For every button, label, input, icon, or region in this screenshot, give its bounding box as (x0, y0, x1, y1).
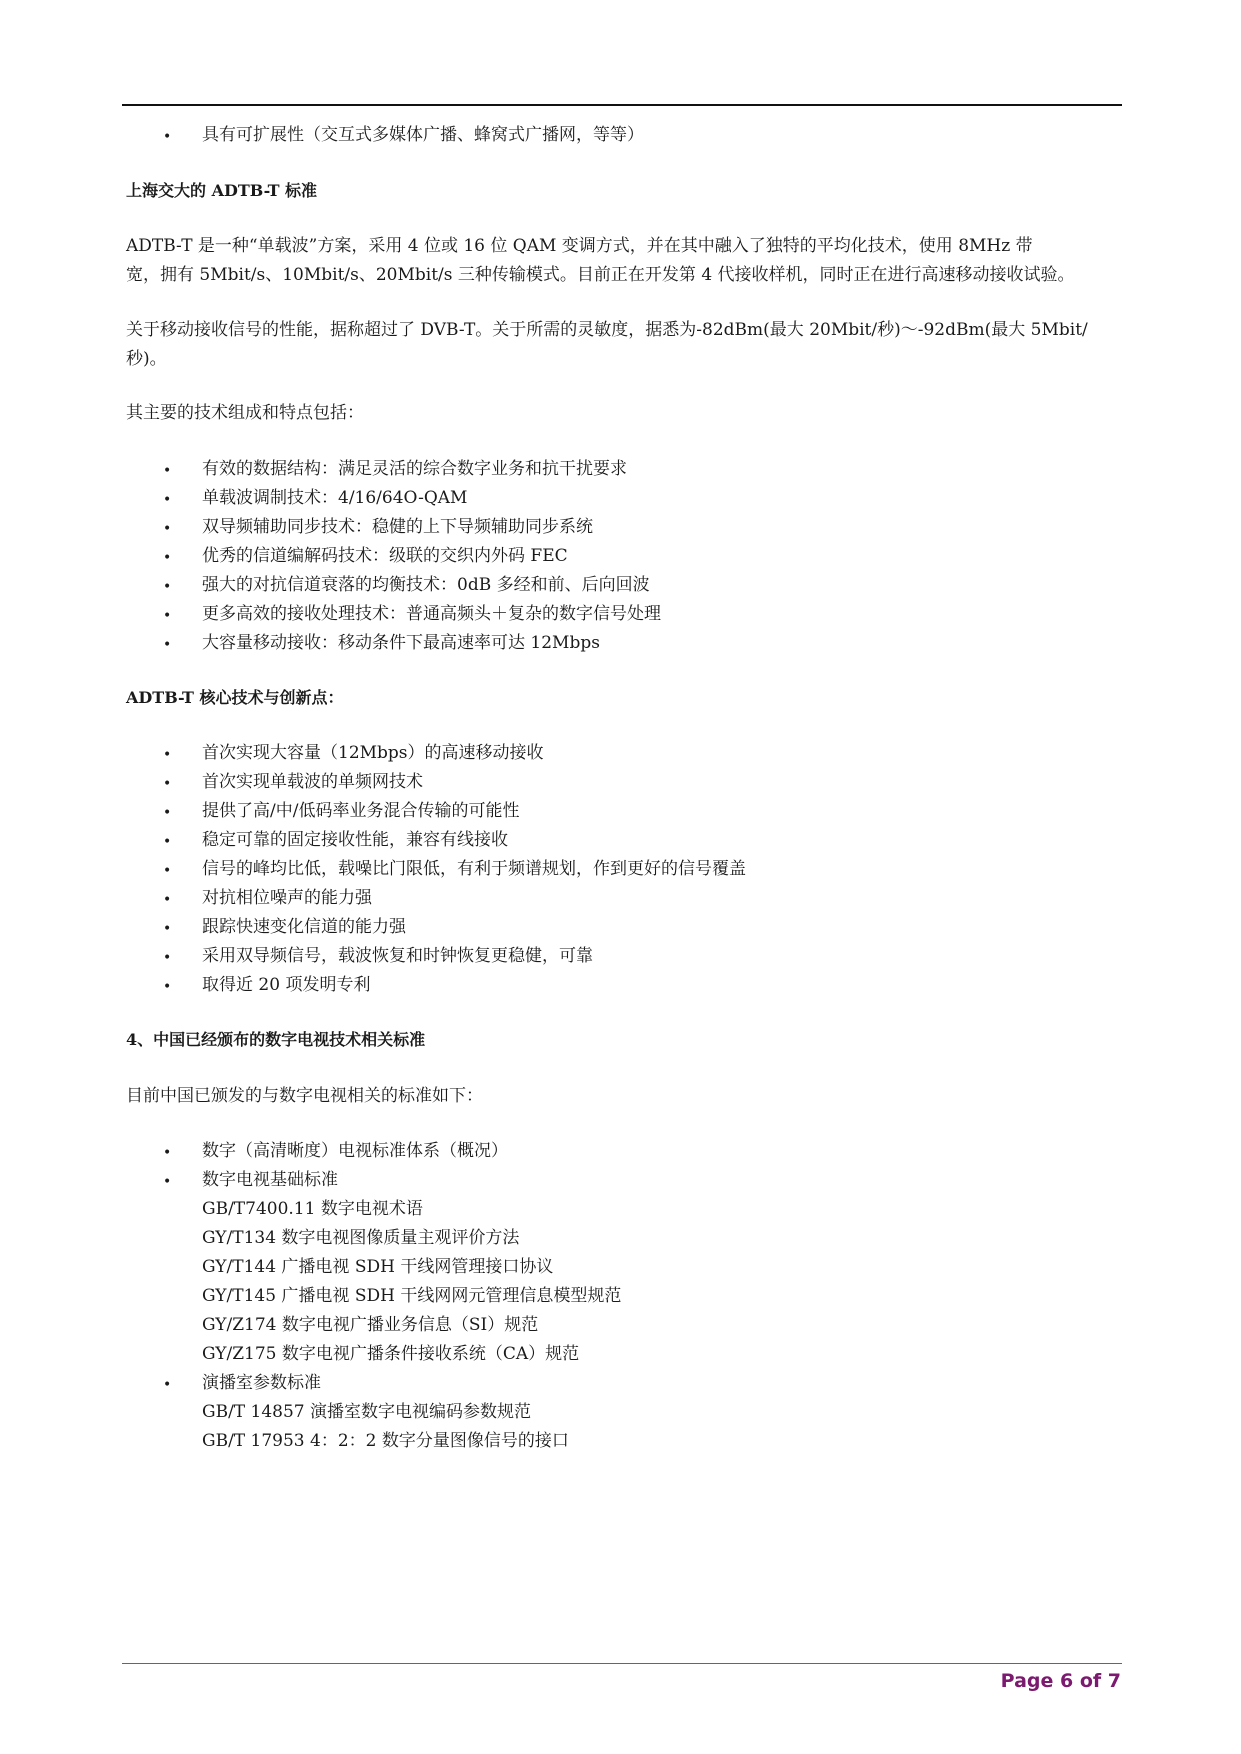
bullet-marker: • (163, 747, 172, 763)
standard-entry: GB/T 14857 演播室数字电视编码参数规范 (202, 1402, 532, 1422)
list-item: 双导频辅助同步技术：稳健的上下导频辅助同步系统 (202, 517, 593, 537)
bullet-marker: • (163, 1145, 172, 1161)
page-number: Page 6 of 7 (1000, 1670, 1121, 1692)
section-heading: ADTB-T 核心技术与创新点： (126, 688, 344, 707)
paragraph-line: 秒)。 (126, 349, 167, 369)
bullet-marker: • (163, 1174, 172, 1190)
standard-entry: GY/T134 数字电视图像质量主观评价方法 (202, 1228, 520, 1248)
bullet-marker: • (163, 776, 172, 792)
paragraph: 目前中国已颁发的与数字电视相关的标准如下： (126, 1086, 483, 1106)
list-item: 信号的峰均比低，载噪比门限低，有利于频谱规划，作到更好的信号覆盖 (202, 859, 746, 879)
bullet-marker: • (163, 805, 172, 821)
list-item: 单载波调制技术：4/16/64O-QAM (202, 488, 468, 508)
bullet-marker: • (163, 550, 172, 566)
list-item: 大容量移动接收：移动条件下最高速率可达 12Mbps (202, 633, 600, 653)
bullet-marker: • (163, 921, 172, 937)
bullet-marker: • (163, 950, 172, 966)
paragraph-line: 宽，拥有 5Mbit/s、10Mbit/s、20Mbit/s 三种传输模式。目前正在开发第 4 代接收样机，同时正在进行高速移动接收试验。 (126, 265, 1075, 285)
bullet-marker: • (163, 863, 172, 879)
list-item: 更多高效的接收处理技术：普通高频头＋复杂的数字信号处理 (202, 604, 661, 624)
list-item: 取得近 20 项发明专利 (202, 975, 371, 995)
list-item: 强大的对抗信道衰落的均衡技术：0dB 多经和前、后向回波 (202, 575, 650, 595)
paragraph: 其主要的技术组成和特点包括： (126, 403, 364, 423)
list-item: 采用双导频信号，载波恢复和时钟恢复更稳健，可靠 (202, 946, 593, 966)
footer-rule (122, 1663, 1122, 1664)
bullet-marker: • (163, 129, 172, 145)
bullet-marker: • (163, 579, 172, 595)
list-item: 具有可扩展性（交互式多媒体广播、蜂窝式广播网，等等） (202, 125, 644, 145)
standard-entry: GY/T144 广播电视 SDH 干线网管理接口协议 (202, 1257, 554, 1277)
list-item: 首次实现单载波的单频网技术 (202, 772, 423, 792)
list-item: 稳定可靠的固定接收性能，兼容有线接收 (202, 830, 508, 850)
standard-entry: GY/T145 广播电视 SDH 干线网网元管理信息模型规范 (202, 1286, 622, 1306)
paragraph-line: 关于移动接收信号的性能，据称超过了 DVB-T。关于所需的灵敏度，据悉为-82dBm(最大 20Mbit/秒)～-92dBm(最大 5Mbit/ (126, 320, 1088, 340)
bullet-marker: • (163, 1377, 172, 1393)
standard-entry: GY/Z175 数字电视广播条件接收系统（CA）规范 (202, 1344, 580, 1364)
list-item: 数字（高清晰度）电视标准体系（概况） (202, 1141, 508, 1161)
list-item: 首次实现大容量（12Mbps）的高速移动接收 (202, 743, 544, 763)
bullet-marker: • (163, 834, 172, 850)
list-item: 数字电视基础标准 (202, 1170, 338, 1190)
standard-entry: GB/T7400.11 数字电视术语 (202, 1199, 423, 1219)
paragraph-line: ADTB-T 是一种“单载波”方案，采用 4 位或 16 位 QAM 变调方式，并在其中融入了独特的平均化技术，使用 8MHz 带 (126, 236, 1033, 256)
standard-entry: GY/Z174 数字电视广播业务信息（SI）规范 (202, 1315, 539, 1335)
list-item: 演播室参数标准 (202, 1373, 321, 1393)
list-item: 有效的数据结构：满足灵活的综合数字业务和抗干扰要求 (202, 459, 627, 479)
list-item: 提供了高/中/低码率业务混合传输的可能性 (202, 801, 520, 821)
bullet-marker: • (163, 637, 172, 653)
section-heading: 上海交大的 ADTB-T 标准 (126, 181, 318, 200)
bullet-marker: • (163, 979, 172, 995)
list-item: 优秀的信道编解码技术：级联的交织内外码 FEC (202, 546, 568, 566)
bullet-marker: • (163, 608, 172, 624)
bullet-marker: • (163, 521, 172, 537)
list-item: 对抗相位噪声的能力强 (202, 888, 372, 908)
bullet-marker: • (163, 463, 172, 479)
bullet-marker: • (163, 492, 172, 508)
bullet-marker: • (163, 892, 172, 908)
standard-entry: GB/T 17953 4：2：2 数字分量图像信号的接口 (202, 1431, 569, 1451)
list-item: 跟踪快速变化信道的能力强 (202, 917, 406, 937)
section-heading: 4、中国已经颁布的数字电视技术相关标准 (126, 1030, 426, 1049)
header-rule (122, 104, 1122, 106)
